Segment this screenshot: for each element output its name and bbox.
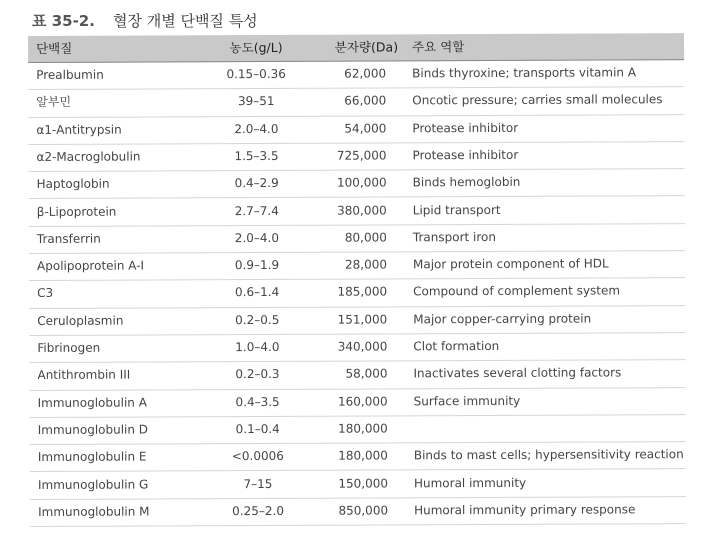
role-cell: Protease inhibitor: [412, 147, 519, 163]
table-row: [29, 278, 685, 309]
molecular-weight-cell: 850,000: [338, 503, 389, 518]
table-row: [30, 469, 686, 500]
protein-cell: Fibrinogen: [37, 340, 101, 355]
protein-cell: Prealbumin: [36, 67, 104, 82]
table-row: [29, 305, 685, 336]
molecular-weight-cell: 28,000: [344, 257, 388, 272]
molecular-weight-cell: 180,000: [338, 448, 388, 463]
caption-title: 혈장 개별 단백질 특성: [112, 11, 258, 30]
molecular-weight-cell: 160,000: [337, 394, 388, 409]
table-row: [29, 223, 685, 254]
molecular-weight-cell: 80,000: [344, 230, 387, 245]
concentration-cell: <0.0006: [231, 449, 284, 464]
concentration-cell: 2.0–4.0: [234, 230, 279, 245]
table-row: [28, 86, 684, 117]
concentration-cell: 0.2–0.5: [235, 312, 280, 327]
table-row: [28, 114, 684, 145]
role-cell: Inactivates several clotting factors: [413, 365, 622, 381]
role-cell: Surface immunity: [413, 393, 521, 408]
table-caption: [32, 8, 258, 32]
molecular-weight-cell: 180,000: [338, 421, 388, 436]
molecular-weight-cell: 62,000: [344, 66, 387, 81]
role-cell: Binds thyroxine; transports vitamin A: [412, 65, 637, 81]
concentration-cell: 0.25–2.0: [232, 503, 285, 518]
role-cell: Compound of complement system: [413, 283, 621, 299]
table-row: [30, 441, 686, 472]
concentration-cell: 1.5–3.5: [234, 148, 279, 163]
concentration-cell: 0.9–1.9: [234, 258, 280, 273]
protein-cell: Immunoglobulin M: [38, 504, 150, 519]
molecular-weight-cell: 54,000: [344, 121, 387, 136]
protein-cell: Immunoglobulin A: [37, 395, 147, 410]
caption-number: 표 35-2.: [32, 11, 95, 30]
concentration-cell: 0.2–0.3: [235, 367, 280, 382]
table-row: [30, 414, 686, 445]
concentration-cell: 0.6–1.4: [234, 285, 280, 300]
role-cell: Major copper-carrying protein: [413, 311, 592, 327]
role-cell: Clot formation: [413, 338, 500, 354]
table-row: [29, 250, 685, 281]
role-cell: Lipid transport: [412, 202, 501, 217]
role-cell: Humoral immunity: [413, 475, 527, 490]
concentration-cell: 0.15–0.36: [226, 66, 286, 82]
protein-cell: Immunoglobulin E: [37, 449, 147, 465]
concentration-cell: 1.0–4.0: [235, 339, 280, 355]
role-cell: Major protein component of HDL: [412, 256, 609, 272]
table-row: [29, 196, 685, 227]
table-row: [29, 332, 685, 363]
concentration-cell: 0.4–2.9: [234, 176, 279, 191]
protein-cell: Antithrombin III: [37, 367, 131, 383]
protein-cell: Immunoglobulin G: [37, 476, 149, 492]
molecular-weight-cell: 100,000: [336, 175, 387, 190]
role-cell: Oncotic pressure; carries small molecules: [412, 92, 663, 108]
molecular-weight-cell: 380,000: [337, 202, 387, 218]
concentration-cell: 0.4–3.5: [235, 394, 280, 409]
molecular-weight-cell: 151,000: [337, 312, 388, 327]
table-body: [28, 59, 686, 526]
table-header: [28, 33, 684, 63]
protein-cell: Ceruloplasmin: [37, 313, 124, 328]
protein-cell: 알부민: [36, 95, 72, 110]
plasma-protein-table: [28, 33, 686, 526]
protein-cell: Immunoglobulin D: [37, 422, 149, 437]
protein-cell: Transferrin: [36, 231, 101, 246]
molecular-weight-cell: 58,000: [345, 366, 388, 381]
table-row: [28, 59, 684, 90]
protein-cell: C3: [37, 286, 54, 301]
role-cell: Binds to mast cells; hypersensitivity reaction: [413, 447, 684, 463]
concentration-cell: 2.0–4.0: [234, 121, 279, 136]
molecular-weight-cell: 66,000: [344, 93, 387, 108]
concentration-cell: 39–51: [237, 94, 275, 109]
header-role: 주요 역할: [412, 39, 465, 55]
role-cell: Protease inhibitor: [412, 120, 519, 135]
table-row: [29, 359, 685, 390]
table-row: [28, 141, 684, 172]
role-cell: Transport iron: [412, 229, 496, 245]
protein-cell: Apolipoprotein A-I: [36, 258, 145, 274]
concentration-cell: 2.7–7.4: [234, 203, 279, 218]
role-cell: Binds hemoglobin: [412, 175, 521, 190]
table-row: [30, 387, 686, 418]
molecular-weight-cell: 340,000: [337, 339, 388, 354]
molecular-weight-cell: 185,000: [337, 284, 388, 300]
protein-cell: α1-Antitrypsin: [36, 122, 122, 137]
protein-cell: Haptoglobin: [36, 176, 110, 192]
table-row: [29, 168, 685, 199]
header-concentration: 농도(g/L): [229, 39, 283, 56]
header-protein: 단백질: [36, 40, 73, 56]
header-molecular-weight: 분자량(Da): [334, 39, 399, 55]
protein-cell: β-Lipoprotein: [36, 204, 117, 219]
protein-cell: α2-Macroglobulin: [36, 149, 141, 164]
molecular-weight-cell: 150,000: [338, 475, 388, 491]
table-row: [30, 496, 686, 527]
concentration-cell: 0.1–0.4: [235, 421, 280, 436]
molecular-weight-cell: 725,000: [336, 148, 387, 163]
role-cell: Humoral immunity primary response: [414, 502, 636, 518]
concentration-cell: 7–15: [243, 476, 273, 491]
